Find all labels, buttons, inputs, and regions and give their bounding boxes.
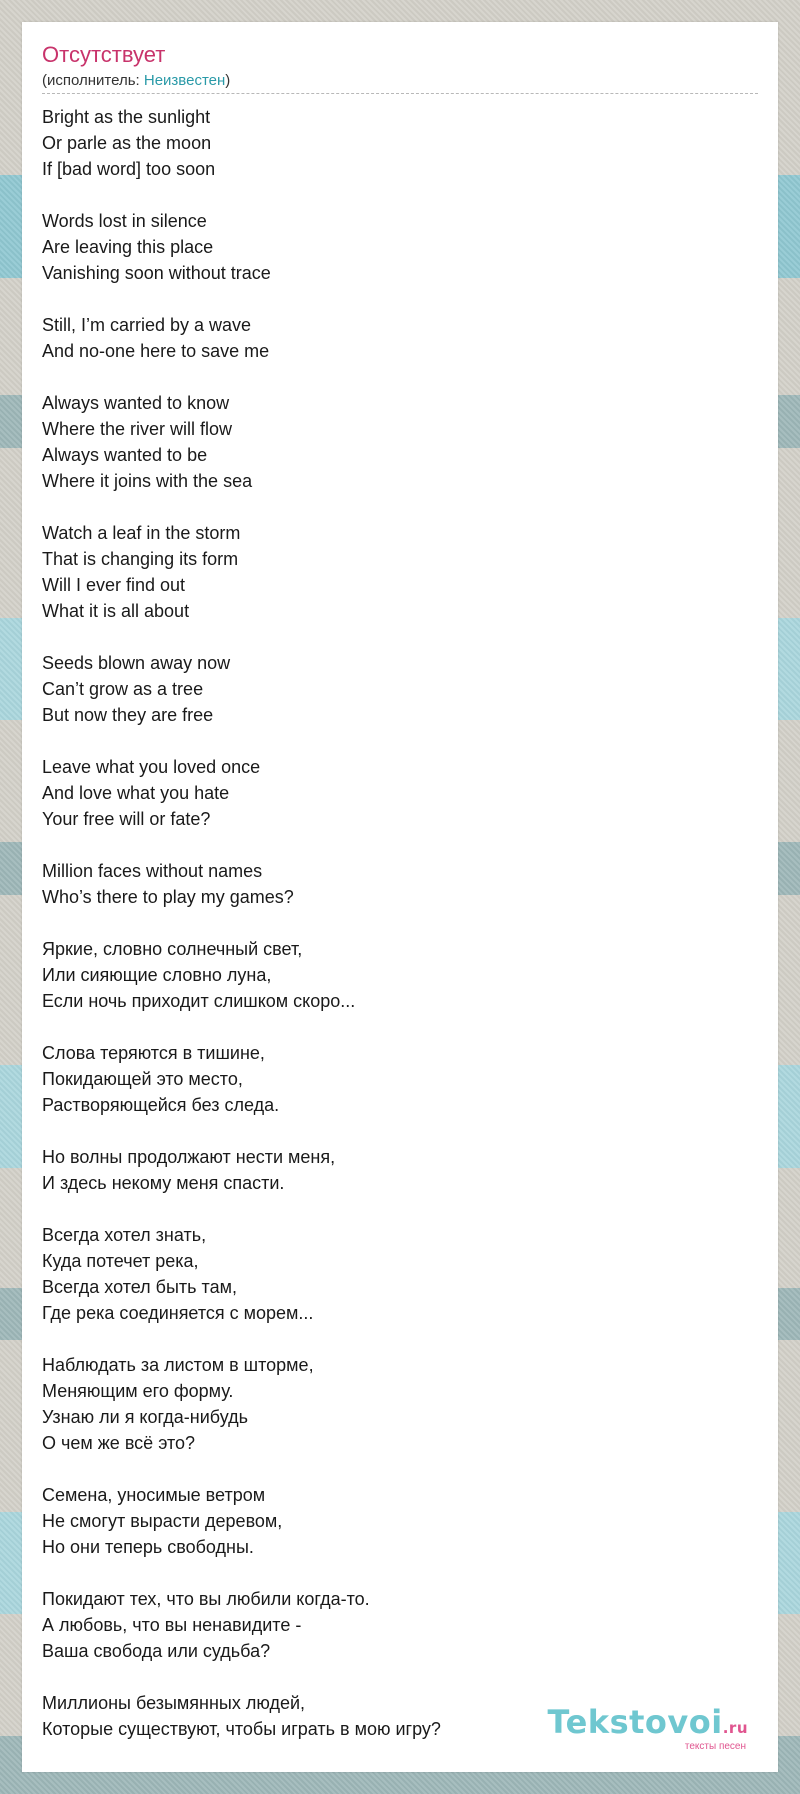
lyrics-line: А любовь, что вы ненавидите -: [42, 1615, 302, 1635]
lyrics-line: Vanishing soon without trace: [42, 263, 271, 283]
lyrics-stanza: [42, 754, 742, 832]
artist-suffix: ): [225, 72, 231, 89]
lyrics-stanza: [42, 650, 742, 728]
lyrics-line: Не смогут вырасти деревом,: [42, 1511, 283, 1531]
lyrics-line: Меняющим его форму.: [42, 1381, 234, 1401]
lyrics-line: Words lost in silence: [42, 211, 207, 231]
lyrics-line: Where it joins with the sea: [42, 471, 253, 491]
lyrics-stanza: [42, 858, 742, 910]
lyrics-line: Яркие, словно солнечный свет,: [42, 939, 303, 959]
lyrics-line: Всегда хотел быть там,: [42, 1277, 237, 1297]
lyrics-stanza: [42, 1586, 742, 1664]
lyrics-line: Но волны продолжают нести меня,: [42, 1147, 336, 1167]
lyrics-stanza: [42, 1482, 742, 1560]
lyrics-stanza: [42, 312, 742, 364]
lyrics-line: Узнаю ли я когда-нибудь: [42, 1407, 248, 1427]
lyrics-line: Always wanted to be: [42, 445, 208, 465]
lyrics-line: Are leaving this place: [42, 237, 214, 257]
logo-tagline: тексты песен: [684, 1741, 746, 1752]
lyrics-stanza: [42, 208, 742, 286]
lyrics-stanza: [42, 1144, 742, 1196]
lyrics-line: Leave what you loved once: [42, 757, 261, 777]
lyrics-line: Если ночь приходит слишком скоро...: [42, 991, 356, 1011]
lyrics-line: Которые существуют, чтобы играть в мою игру?: [42, 1719, 441, 1739]
lyrics-line: Or parle as the moon: [42, 133, 212, 153]
artist-prefix: (исполнитель:: [42, 72, 144, 89]
lyrics-line: Или сияющие словно луна,: [42, 965, 272, 985]
lyrics-stanza: [42, 390, 742, 494]
lyrics-line: Где река соединяется с морем...: [42, 1303, 314, 1323]
lyrics-line: Куда потечет река,: [42, 1251, 199, 1271]
lyrics-line: But now they are free: [42, 705, 214, 725]
title-divider: [42, 93, 758, 94]
lyrics-stanza: [42, 1352, 742, 1456]
lyrics-line: О чем же всё это?: [42, 1433, 196, 1453]
lyrics-line: And no-one here to save me: [42, 341, 270, 361]
lyrics-line: Your free will or fate?: [42, 809, 211, 829]
logo-wordmark: [548, 1705, 748, 1745]
lyrics-line: Наблюдать за листом в шторме,: [42, 1355, 314, 1375]
lyrics-line: Still, I’m carried by a wave: [42, 315, 252, 335]
lyrics-line: Seeds blown away now: [42, 653, 231, 673]
lyrics-line: Bright as the sunlight: [42, 107, 211, 127]
lyrics-line: Watch a leaf in the storm: [42, 523, 241, 543]
lyrics-line: Покидающей это место,: [42, 1069, 243, 1089]
lyrics-line: Where the river will flow: [42, 419, 233, 439]
lyrics-line: Миллионы безымянных людей,: [42, 1693, 306, 1713]
lyrics-line: And love what you hate: [42, 783, 230, 803]
artist-line: [42, 72, 230, 90]
lyrics-line: Слова теряются в тишине,: [42, 1043, 265, 1063]
lyrics-line: That is changing its form: [42, 549, 239, 569]
lyrics-line: Растворяющейся без следа.: [42, 1095, 280, 1115]
lyrics-line: What it is all about: [42, 601, 190, 621]
lyrics-line: Million faces without names: [42, 861, 263, 881]
lyrics-line: Всегда хотел знать,: [42, 1225, 207, 1245]
lyrics-line: И здесь некому меня спасти.: [42, 1173, 285, 1193]
lyrics-line: Семена, уносимые ветром: [42, 1485, 266, 1505]
lyrics-line: If [bad word] too soon: [42, 159, 216, 179]
logo-tld: .ru: [722, 1719, 748, 1737]
lyrics-stanza: [42, 1040, 742, 1118]
artist-link[interactable]: Неизвестен: [143, 72, 226, 89]
lyrics-stanza: [42, 936, 742, 1014]
lyrics-line: Но они теперь свободны.: [42, 1537, 254, 1557]
lyrics-stanza: [42, 520, 742, 624]
lyrics-line: Who’s there to play my games?: [42, 887, 294, 907]
lyrics-stanza: [42, 104, 742, 182]
site-logo[interactable]: [548, 1705, 748, 1752]
lyrics-line: Always wanted to know: [42, 393, 230, 413]
lyrics-stanza: [42, 1222, 742, 1326]
lyrics-card: [22, 22, 778, 1772]
logo-name: Tekstovoi: [547, 1703, 723, 1741]
song-title: Отсутствует: [42, 42, 166, 67]
lyrics-line: Ваша свобода или судьба?: [42, 1641, 271, 1661]
lyrics-line: Can’t grow as a tree: [42, 679, 204, 699]
lyrics-body: [42, 104, 742, 1768]
lyrics-line: Will I ever find out: [42, 575, 186, 595]
lyrics-line: Покидают тех, что вы любили когда-то.: [42, 1589, 370, 1609]
